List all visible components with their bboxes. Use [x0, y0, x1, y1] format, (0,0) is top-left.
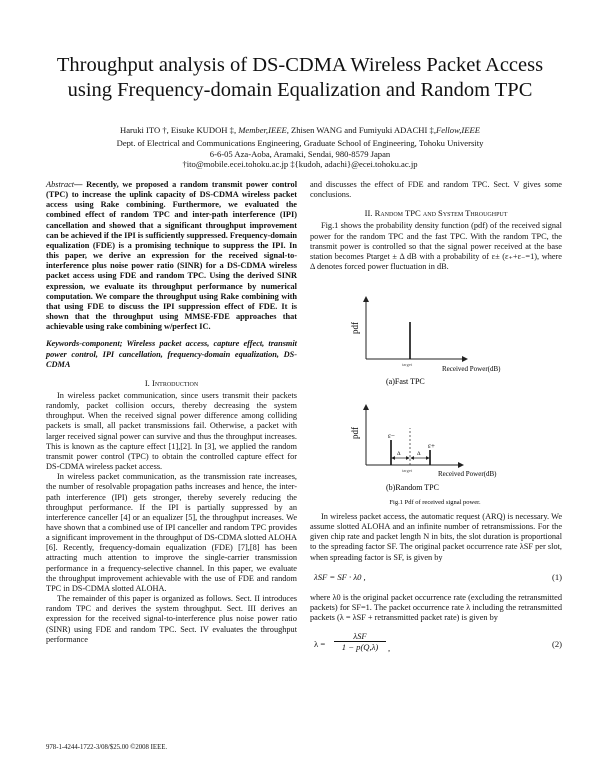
- right-column-lower: [310, 512, 562, 657]
- equation-2-numerator: λSF: [334, 631, 386, 642]
- emails: †ito@mobile.ecei.tohoku.ac.jp ‡{kudoh, adachi}@ecei.tohoku.ac.jp: [182, 158, 418, 169]
- target-label-b: target: [402, 468, 413, 473]
- intro-paragraph-2: In wireless packet communication, as the transmission rate increases, the number of resolvable propagation paths increases and hence, the inter-path interference (IPI) gets stronger, thereby severely reducing the throughput performance. If the IPI is partially suppressed by an interference canceller [4] or an equalizer [5], the throughput increases. We have shown that a combined use of IPI canceller and random TPC provides a significant improvement in the throughput of DS-CDMA slotted ALOHA [6]. Recently, frequency-domain equalization (FDE) [7],[8] has been attracting much attention to improve the single-carrier transmission performance in a frequency-selective channel. In this paper, we evaluate the throughput improvement achievable with the use of FDE and random TPC in DS-CDMA slotted ALOHA.: [46, 472, 297, 593]
- figure-caption: Fig.1 Pdf of received signal power.: [389, 499, 481, 506]
- equation-2: [314, 631, 562, 657]
- random-tpc-plot: [350, 405, 497, 492]
- department: Dept. of Electrical and Communications Engineering, Graduate School of Engineering, Tohoku University: [116, 138, 484, 149]
- author-block: [0, 125, 600, 169]
- copyright-footer: 978-1-4244-1722-3/08/$25.00 ©2008 IEEE.: [46, 744, 168, 751]
- equation-2-number: (2): [551, 639, 562, 650]
- x-label-b: Received Power(dB): [438, 470, 497, 478]
- authors-part-2: Zhisen WANG and Fumiyuki ADACHI ‡,: [288, 125, 436, 135]
- equation-2-lhs: λ =: [314, 639, 326, 650]
- left-column: [46, 180, 297, 645]
- paper-title: [0, 53, 600, 103]
- target-label-a: target: [402, 362, 413, 367]
- equation-2-comma: ,: [388, 643, 391, 654]
- abstract-label: Abstract: [46, 180, 75, 189]
- section-heading-introduction: I. Introduction: [144, 377, 199, 388]
- delta-label-left: Δ: [397, 451, 401, 457]
- section-heading-random-tpc: II. Random TPC and System Throughput: [364, 208, 508, 219]
- authors-part-1: Haruki ITO †, Eisuke KUDOH ‡,: [120, 125, 239, 135]
- subcaption-b: (b)Random TPC: [386, 483, 439, 492]
- equation-1-number: (1): [551, 571, 562, 582]
- title-line-2: using Frequency-domain Equalization and Random TPC: [67, 79, 533, 101]
- abstract: [46, 180, 297, 332]
- intro-continuation: and discusses the effect of FDE and random TPC. Sect. V gives some conclusions.: [310, 180, 562, 200]
- section2-paragraph-1: Fig.1 shows the probability density function (pdf) of the received signal power for the random TPC and the fast TPC. With the random TPC, the transmit power is controlled so that the signal power received at the base station becomes Ptarget ± Δ dB with a probability of ε± (ε₊+ε₋=1), where Δ denotes forced power fluctuation in dB.: [310, 221, 562, 272]
- x-label-a: Received Power(dB): [442, 365, 501, 373]
- member-affil: Member,IEEE,: [238, 125, 289, 135]
- section2-paragraph-3: where λ0 is the original packet occurrence rate (excluding the retransmitted packets) for SF=1. The packet occurrence rate λ including the retransmitted packets (λ = λSF + retransmitted packet rate) is given by: [310, 592, 562, 623]
- eps-minus-label: ε−: [388, 432, 395, 440]
- section2-paragraph-2: In wireless packet access, the automatic request (ARQ) is necessary. We assume slotted ALOHA and an infinite number of retransmissions. For the given chip rate and packet length N in bits, the slot duration is proportional to the spreading factor SF. The original packet occurrence rate λSF per slot, when spreading factor is SF, is given by: [310, 512, 562, 562]
- intro-paragraph-1: In wireless packet communication, since users transmit their packets randomly, packet collision occurs, thereby decreasing the system throughput. When the received signal power difference among colliding packets is small, all packet transmissions fail. Otherwise, a packet with larger received signal power can survive and thus the throughput increases. This is known as the capture effect [1],[2]. In [3], we applied the random transmit power control (TPC) to obtain the controlled capture effect for DS-CDMA wireless packet access.: [46, 390, 297, 472]
- y-label-b: pdf: [350, 427, 360, 439]
- delta-label-right: Δ: [417, 451, 421, 457]
- title-line-1: Throughput analysis of DS-CDMA Wireless Packet Access: [56, 54, 544, 76]
- figure-1: [305, 285, 565, 507]
- y-label-a: pdf: [350, 322, 360, 334]
- address: 6-6-05 Aza-Aoba, Aramaki, Sendai, 980-8579 Japan: [209, 148, 391, 159]
- right-column: [310, 180, 562, 272]
- equation-1: [314, 572, 562, 584]
- intro-paragraph-3: The remainder of this paper is organized as follows. Sect. II introduces random TPC and derives the system throughput. Sect. III derives an expression for the received signal-to-interference plus noise power ratio (SINR) using FDE and random TPC. Sect. IV evaluates the throughput performance: [46, 594, 297, 644]
- author-names: [0, 125, 600, 135]
- fellow-affil: Fellow,IEEE: [435, 125, 480, 135]
- fast-tpc-plot: [350, 297, 501, 386]
- equation-2-denominator: 1 − p(Q,λ): [341, 642, 379, 653]
- eps-plus-label: ε+: [428, 442, 435, 450]
- subcaption-a: (a)Fast TPC: [386, 377, 425, 386]
- equation-2-fraction: [334, 631, 386, 652]
- abstract-text: — Recently, we proposed a random transmit power control (TPC) to increase the uplink capacity of DS-CDMA wireless packet access using Rake combining. Furthermore, we evaluated the combined effect of random TPC and inter-path interference (IPI) cancellation and showed that a significant throughput improvement can be achieved if the IPI is sufficiently suppressed. Frequency-domain equalization (FDE) is a promising technique to suppress the IPI. In this paper, we derive an expression for the received signal-to-interference plus noise power ratio (SINR) for a DS-CDMA wireless packet access using FDE and random TPC. Using the derived SINR expression, we evaluate its throughput performance by numerical computation. We compare the throughput using Rake combining with that using FDE to discuss the IPI suppression effect of FDE. It is shown that the throughput using MMSE-FDE approaches that achievable using rake combining w/perfect IC.: [46, 180, 297, 332]
- equation-1-body: λSF = SF · λ0 ,: [314, 571, 366, 582]
- keywords: Keywords-component; Wireless packet access, capture effect, transmit power control, IPI cancellation, frequency-domain equalization, DS-CDMA: [46, 339, 297, 369]
